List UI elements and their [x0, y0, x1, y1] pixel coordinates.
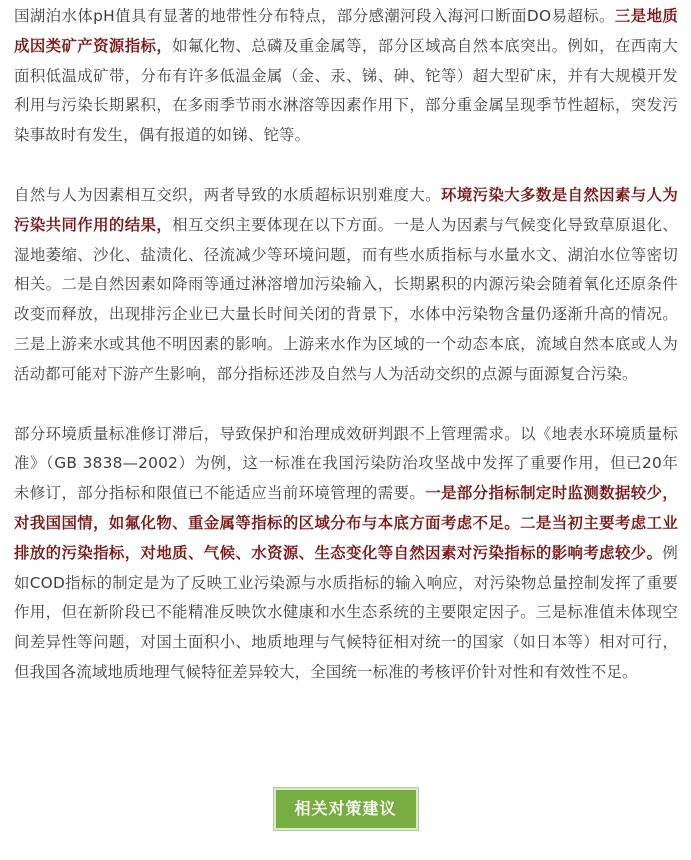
- article-body: [14, 2, 678, 688]
- paragraph-text: 相互交织主要体现在以下方面。一是人为因素与气候变化导致草原退化、湿地萎缩、沙化、盐渍化、径流减少等环境问题，而有些水质指标与水量水文、湖泊水位等密切相关。二是自然因素如降雨等通过淋溶增加污染输入，长期累积的内源污染会随着氧化还原条件改变而释放，出现排污企业已大量长时间关闭的背景下，水体中污染物含量仍逐渐升高的情况。三是上游来水或其他不明因素的影响。上游来水作为区域的一个动态本底，流域自然本底或人为活动都可能对下游产生影响，部分指标还涉及自然与人为活动交织的点源与面源复合污染。: [14, 215, 678, 383]
- highlight-text: 一是部分指标制定时监测数据较少，对我国国情，如氟化物、重金属等指标的区域分布与本底方面考虑不足。二是当初主要考虑工业排放的污染指标，对地质、气候、水资源、生态变化等自然因素对污染指标的影响考虑较少。: [14, 484, 678, 562]
- highlight-text: 三是地质成因类矿产资源指标，: [14, 7, 678, 55]
- paragraph-text: 部分环境质量标准修订滞后，导致保护和治理成效研判跟不上管理需求。以《地表水环境质量标准》（GB 3838—2002）为例，这一标准在我国污染防治攻坚战中发挥了重要作用，但已20年未修订，部分指标和限值已不能适应当前环境管理的需要。: [14, 424, 678, 503]
- paragraph-standards: [14, 420, 678, 688]
- paragraph-spacer: [14, 390, 678, 420]
- paragraph-spacer: [14, 151, 678, 181]
- paragraph-geology: [14, 2, 678, 151]
- paragraph-text: 例如COD指标的制定是为了反映工业污染源与水质指标的输入响应，对污染物总量控制发挥了重要作用，但在新阶段已不能精准反映饮水健康和水生态系统的主要限定因子。三是标准值未体现空间差异性等问题，对国土面积小、地质地理与气候特征相对统一的国家（如日本等）相对可行，但我国各流域地质地理气候特征差异较大，全国统一标准的考核评价针对性和有效性不足。: [14, 543, 678, 681]
- paragraph-text: 国湖泊水体pH值具有显著的地带性分布特点，部分感潮河段入海河口断面DO易超标。: [14, 7, 615, 25]
- paragraph-text: 自然与人为因素相互交织，两者导致的水质超标识别难度大。: [14, 185, 441, 204]
- highlight-text: 环境污染大多数是自然因素与人为污染共同作用的结果，: [14, 185, 678, 234]
- paragraph-text: 如氟化物、总磷及重金属等，部分区域高自然本底突出。例如，在西南大面积低温成矿带，分布有许多低温金属（金、汞、锑、砷、铊等）超大型矿床，并有大规模开发利用与污染长期累积，在多雨季节雨水淋溶等因素作用下，部分重金属呈现季节性超标，突发污染事故时有发生，偶有报道的如锑、铊等。: [14, 36, 678, 145]
- paragraph-natural-human: [14, 181, 678, 390]
- section-header-wrap: [0, 788, 691, 830]
- related-countermeasures-button[interactable]: 相关对策建议: [274, 788, 418, 830]
